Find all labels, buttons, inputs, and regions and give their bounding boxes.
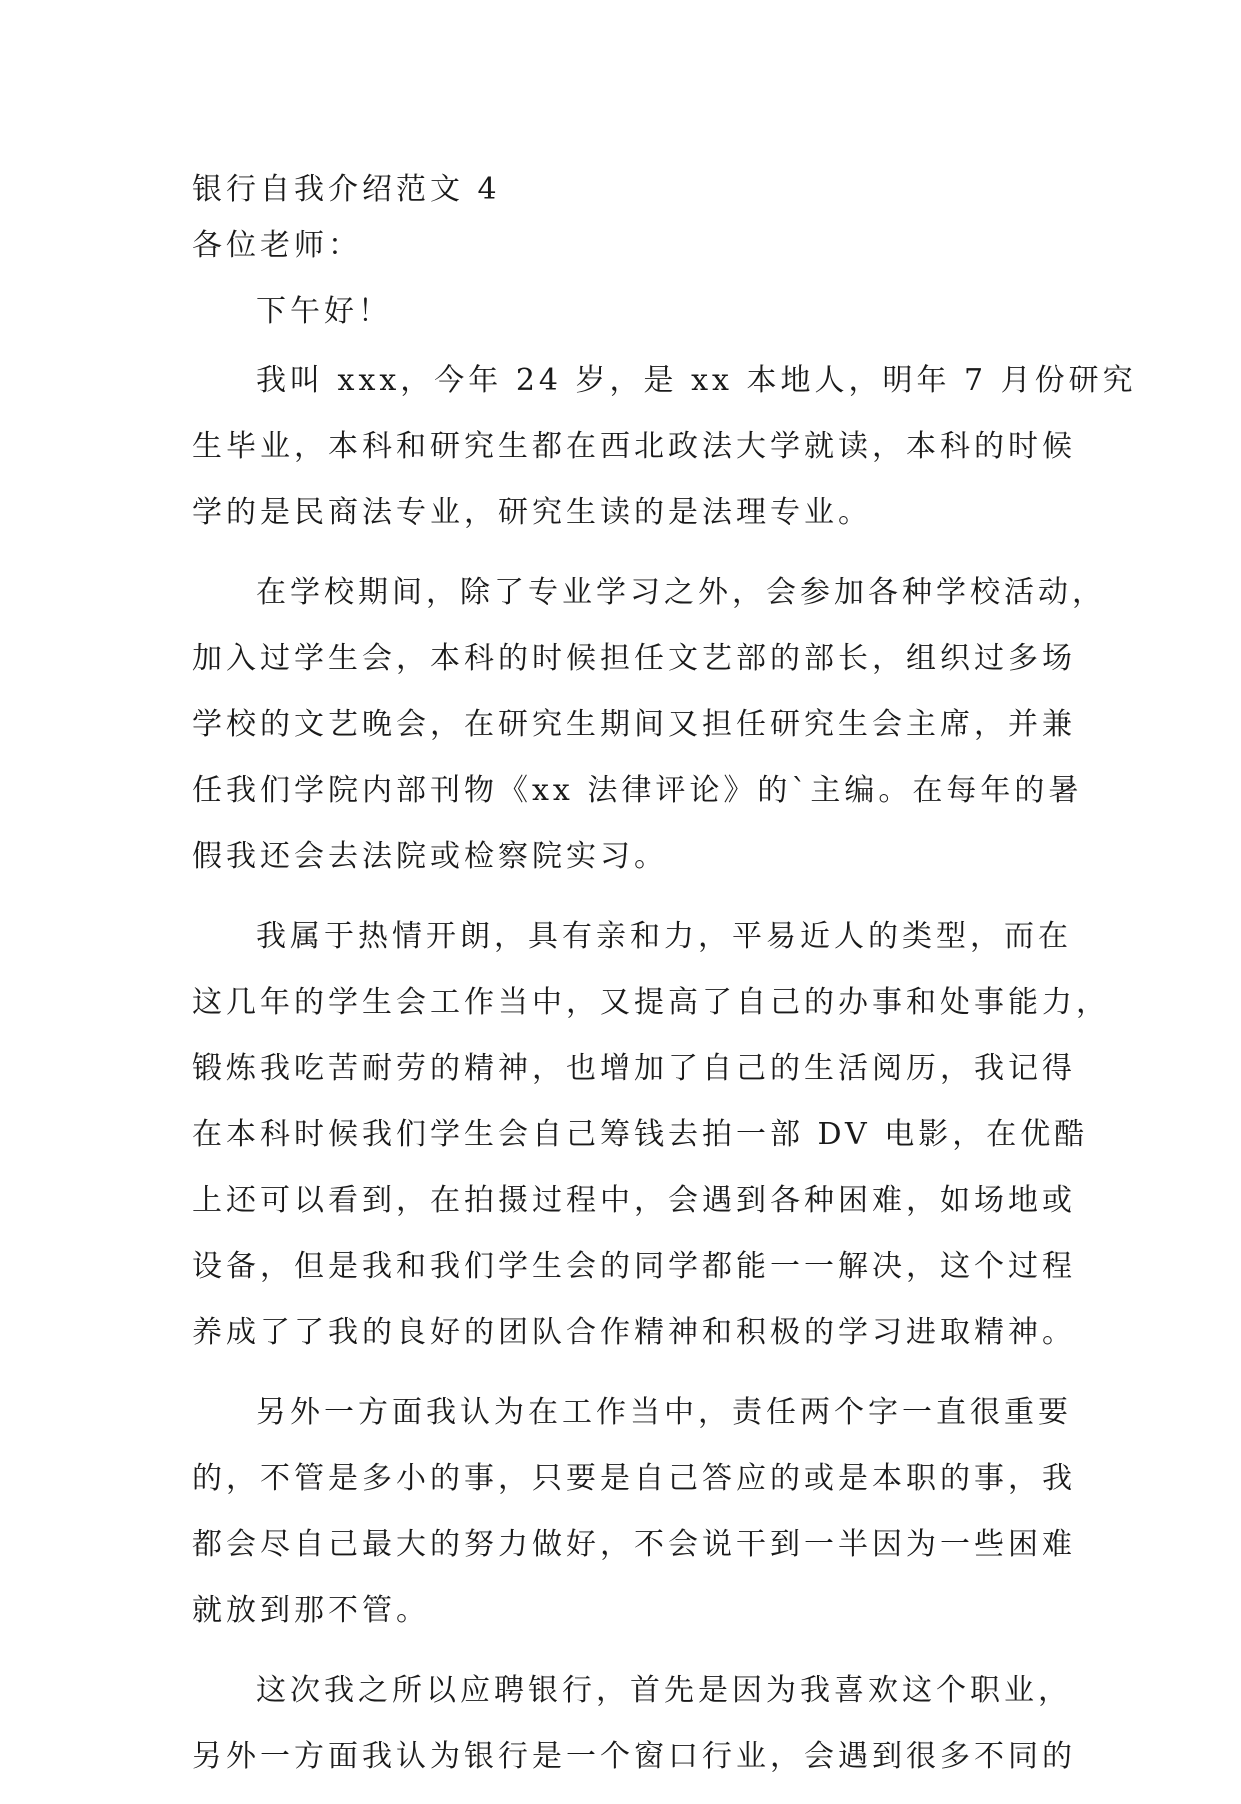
paragraph-line: 在学校期间，除了专业学习之外，会参加各种学校活动， [256,575,1106,610]
paragraph-line: 生毕业，本科和研究生都在西北政法大学就读，本科的时候 [192,429,1076,464]
paragraph-line: 假我还会去法院或检察院实习。 [192,839,668,874]
paragraph-line: 在本科时候我们学生会自己筹钱去拍一部 DV 电影，在优酷 [192,1117,1089,1152]
paragraph-responsibility [192,1380,1076,1644]
paragraph-motivation [192,1658,1076,1790]
paragraph-line: 锻炼我吃苦耐劳的精神，也增加了自己的生活阅历，我记得 [192,1051,1076,1086]
paragraph-line: 都会尽自己最大的努力做好，不会说干到一半因为一些困难 [192,1527,1076,1562]
paragraph-line: 另外一方面我认为银行是一个窗口行业，会遇到很多不同的 [192,1739,1076,1774]
greeting: 各位老师： [192,228,362,263]
paragraph-line: 这次我之所以应聘银行，首先是因为我喜欢这个职业， [256,1673,1072,1708]
paragraph-line: 加入过学生会，本科的时候担任文艺部的部长，组织过多场 [192,641,1076,676]
paragraph-line: 养成了了我的良好的团队合作精神和积极的学习进取精神。 [192,1315,1076,1350]
paragraph-line: 上还可以看到，在拍摄过程中，会遇到各种困难，如场地或 [192,1183,1076,1218]
paragraph-line: 我叫 xxx，今年 24 岁，是 xx 本地人，明年 7 月份研究 [256,363,1137,398]
paragraph-personality [192,904,1110,1366]
document-body [192,164,1137,1804]
paragraph-line: 我属于热情开朗，具有亲和力，平易近人的类型，而在 [256,919,1072,954]
paragraph-line: 任我们学院内部刊物《xx 法律评论》的`主编。在每年的暑 [192,773,1083,808]
paragraph-line: 设备，但是我和我们学生会的同学都能一一解决，这个过程 [192,1249,1076,1284]
salutation: 下午好！ [256,294,392,329]
paragraph-line: 另外一方面我认为在工作当中，责任两个字一直很重要 [256,1395,1072,1430]
paragraph-line: 这几年的学生会工作当中，又提高了自己的办事和处事能力， [192,985,1110,1020]
paragraph-introduction [192,348,1137,546]
paragraph-line: 学校的文艺晚会，在研究生期间又担任研究生会主席，并兼 [192,707,1076,742]
paragraph-school-activities [192,560,1106,890]
paragraph-line: 就放到那不管。 [192,1593,430,1628]
paragraph-line: 学的是民商法专业，研究生读的是法理专业。 [192,495,872,530]
paragraph-line: 的，不管是多小的事，只要是自己答应的或是本职的事，我 [192,1461,1076,1496]
document-title: 银行自我介绍范文 4 [192,172,501,207]
